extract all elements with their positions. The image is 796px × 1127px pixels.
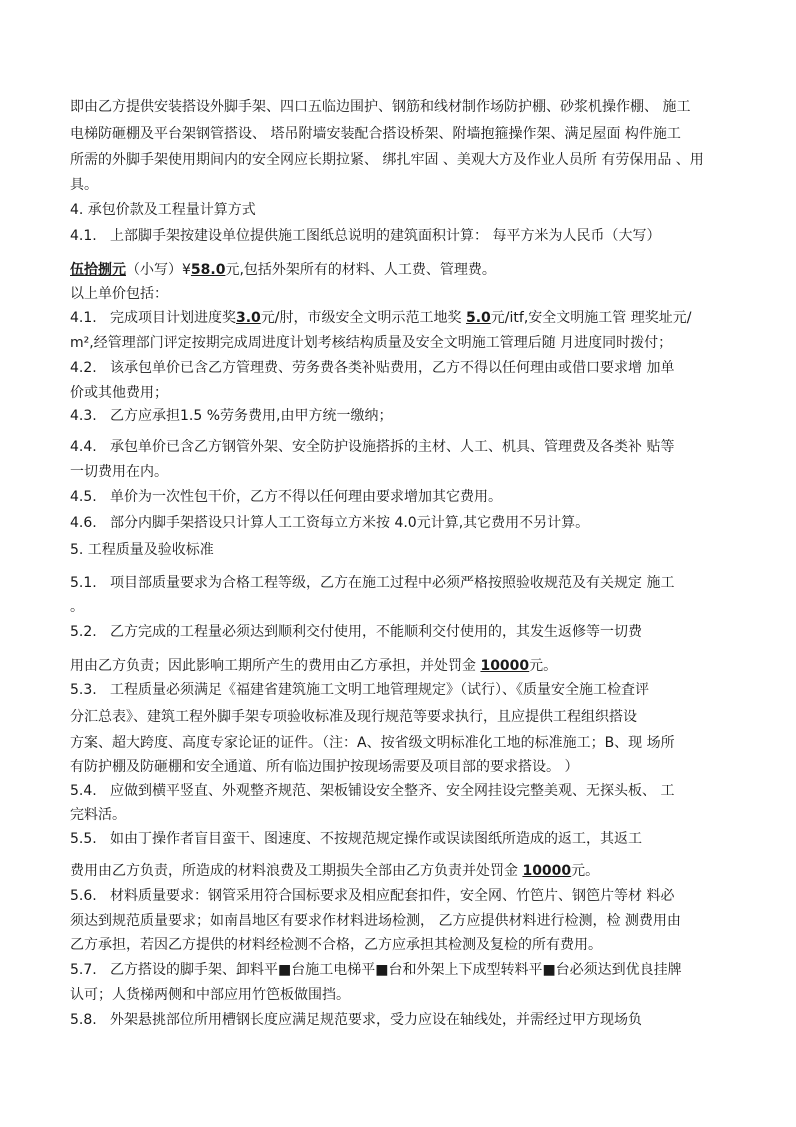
clause-number: 4.6. [70, 515, 97, 531]
clause-5-5: 5.5. 如由丁操作者盲目蛮干、图速度、不按规范规定操作或误读图纸所造成的返工，其返工 [70, 831, 642, 847]
clause-5-3: 5.3. 工程质量必须满足《福建省建筑施工文明工地管理规定》（试行）、《质量安全施工检査评 [70, 682, 649, 698]
clause-4-1: 4.1. 上部脚手架按建设单位提供施工图纸总说明的建筑面积计算： 每平方米为人民币（大写） [70, 228, 661, 244]
text-line: 所需的外脚手架使用期间内的安全网应长期拉紧、 绑扎牢固 、美观大方及作业人员所 有劳保用品 、用 [70, 152, 704, 168]
text-line: 完料活。 [70, 807, 126, 823]
text-line: m²,经管理部门评定按期完成周进度计划考核结构质量及安全文明施工管理后随 月进度同时拨付； [70, 335, 673, 351]
price-lowercase: 58.0 [190, 262, 226, 278]
clause-number: 5.1. [70, 575, 97, 591]
text-line: 具。 [70, 177, 98, 193]
bonus-value-1: 3.0 [236, 310, 261, 326]
clause-4-6: 4.6. 部分内脚手架搭设只计算人工工资每立方米按 4.0元计算,其它费用不另计算。 [70, 515, 590, 531]
text-line: 一切费用在内。 [70, 464, 168, 480]
clause-number: 4.4. [70, 439, 97, 455]
section-heading: 5. 工程质量及验收标准 [70, 542, 214, 558]
price-line: 伍拾捌元（小写）¥58.0元,包括外架所有的材料、人工费、管理费。 [70, 262, 496, 278]
text-line: 以上单价包括： [70, 286, 168, 302]
clause-number: 5.2. [70, 624, 97, 640]
clause-4-2: 4.2. 该承包单价已含乙方管理费、劳务费各类补贴费用，乙方不得以任何理由或借口要求增 加单 [70, 360, 675, 376]
clause-5-8: 5.8. 外架悬挑部位所用槽钢长度应满足规范要求，受力应设在轴线处，并需经过甲方现场负 [70, 1012, 642, 1028]
clause-number: 5.6. [70, 888, 97, 904]
clause-5-4: 5.4. 应做到横平竖直、外观整齐规范、架板铺设安全整齐、安全网挂设完整美观、无探头板、 工 [70, 783, 675, 799]
clause-5-6: 5.6. 材料质量要求：钢管采用符合国标要求及相应配套扣件，安全网、竹笆片、钢笆片等材 料必 [70, 888, 675, 904]
text-line: 用由乙方负责；因此影响工期所产生的费用由乙方承担，并处罚金 10000元。 [70, 658, 558, 674]
penalty-amount: 10000 [522, 863, 572, 879]
clause-number: 5.5. [70, 831, 97, 847]
clause-number: 4.2. [70, 360, 97, 376]
clause-5-7: 5.7. 乙方搭设的脚手架、卸料平■台施工电梯平■台和外架上下成型转料平■台必须达到优良挂牌 [70, 962, 682, 978]
text-line: 。 [70, 599, 84, 615]
text-line: 须达到规范质量要求；如南昌地区有要求作材料进场检测， 乙方应提供材料进行检测，检 测费用由 [70, 913, 681, 929]
clause-4-3: 4.3. 乙方应承担1.5 %劳务费用,由甲方统一缴纳； [70, 408, 393, 424]
text-line: 认可；人货梯两侧和中部应用竹笆板做围挡。 [70, 987, 350, 1003]
section-heading: 4. 承包价款及工程量计算方式 [70, 202, 256, 218]
text-line: 电梯防砸棚及平台架钢管搭设、 塔吊附墙安装配合搭设桥架、附墙抱箍操作架、满足屋面 构件施工 [70, 126, 681, 142]
clause-4-1-b: 4.1. 完成项目计划进度奖3.0元/肘，市级安全文明示范工地奖 5.0元/itf,安全文明施工管 理奖址元/ [70, 310, 692, 326]
text-line: 费用由乙方负责，所造成的材料浪费及工期损失全部由乙方负责并处罚金 10000元。 [70, 863, 600, 879]
clause-number: 5.8. [70, 1012, 97, 1028]
clause-number: 4.1. [70, 310, 97, 326]
text-line: 方案、超大跨度、高度专家论证的证件。（注：A、按省级文明标准化工地的标准施工；B、现 场所 [70, 735, 675, 751]
text-line: 有防护棚及防砸棚和安全通道、所有临边围护按现场需要及项目部的要求搭设。 ） [70, 759, 579, 775]
clause-number: 4.1. [70, 228, 97, 244]
clause-5-1: 5.1. 项目部质量要求为合格工程等级，乙方在施工过程中必须严格按照验收规范及有关规定 施工 [70, 575, 675, 591]
clause-4-5: 4.5. 单价为一次性包干价，乙方不得以任何理由要求增加其它费用。 [70, 489, 502, 505]
clause-number: 5.4. [70, 783, 97, 799]
clause-5-2: 5.2. 乙方完成的工程量必须达到顺利交付使用，不能顺利交付使用的，其发生返修等一切费 [70, 624, 642, 640]
text-line: 乙方承担，若因乙方提供的材料经检测不合格，乙方应承担其检测及复检的所有费用。 [70, 937, 602, 953]
text-line: 即由乙方提供安装搭设外脚手架、四口五临边围护、钢筋和线材制作场防护棚、砂浆机操作棚、 施工 [70, 99, 691, 115]
price-uppercase: 伍拾捌元 [70, 262, 126, 278]
bonus-value-2: 5.0 [465, 310, 491, 326]
clause-number: 5.7. [70, 962, 97, 978]
clause-4-4: 4.4. 承包单价已含乙方钢管外架、安全防护设施搭拆的主材、人工、机具、管理费及各类补 贴等 [70, 439, 675, 455]
text-line: 分汇总表》、建筑工程外脚手架专项验收标准及现行规范等要求执行，且应提供工程组织搭设 [70, 709, 637, 725]
clause-number: 4.5. [70, 489, 97, 505]
text-line: 价或其他费用； [70, 385, 168, 401]
penalty-amount: 10000 [480, 658, 530, 674]
clause-number: 5.3. [70, 682, 97, 698]
clause-number: 4.3. [70, 408, 97, 424]
